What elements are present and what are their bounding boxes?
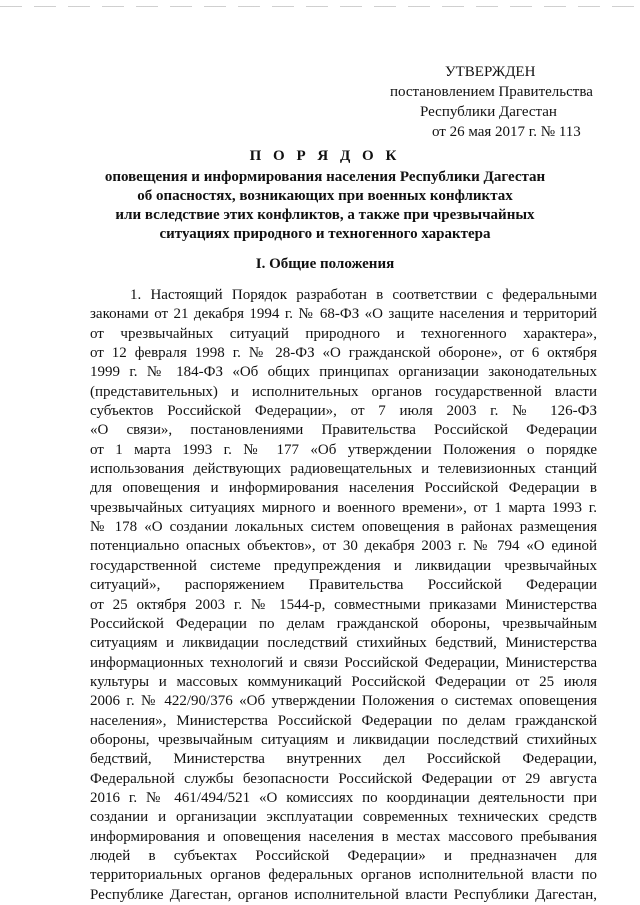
body-line: информирования и оповещения населения в местах массового пребывания (90, 828, 597, 845)
body-line: от 25 октября 2003 г. № 1544-р, совместными приказами Министерства (90, 596, 597, 613)
document-title (70, 147, 580, 244)
scan-edge-artifact (0, 6, 640, 7)
body-line: Российской Федерации по делам гражданской обороны, чрезвычайным (90, 615, 597, 632)
approval-line: УТВЕРЖДЕН (445, 64, 536, 80)
body-line: Республике Дагестан, органов исполнительной власти Республики Дагестан, (90, 886, 597, 903)
approval-line: постановлением Правительства (390, 84, 593, 100)
body-line: для оповещения и информирования населения Российской Федерации в (90, 480, 597, 497)
body-line: обороны, чрезвычайным ситуациям и ликвидации последствий стихийных (90, 731, 597, 748)
body-line: № 178 «О создании локальных систем оповещения в районах размещения (90, 519, 597, 536)
body-line: информационных технологий и связи Российской Федерации, Министерства (90, 654, 597, 671)
body-line: потенциально опасных объектов», от 30 декабря 2003 г. № 794 «О единой (90, 538, 597, 555)
title-line: ситуациях природного и техногенного характера (159, 226, 491, 242)
body-line: Федеральной службы безопасности Российской Федерации от 29 августа (90, 770, 597, 787)
body-line: использования действующих радиовещательных и телевизионных станций (90, 461, 597, 478)
body-line: 2006 г. № 422/90/376 «Об утверждении Положения о системах оповещения (90, 693, 597, 710)
section-heading: I. Общие положения (255, 256, 395, 272)
body-line: 1999 г. № 184-ФЗ «Об общих принципах организации законодательных (90, 364, 597, 381)
body-line: 1. Настоящий Порядок разработан в соответствии с федеральными (130, 287, 597, 303)
body-line: ситуаций», распоряжением Правительства Российской Федерации (90, 577, 597, 594)
body-line: территориальных органов федеральных органов исполнительной власти по (90, 867, 597, 884)
body-line: населения», Министерства Российской Федерации по делам гражданской (90, 712, 597, 729)
body-paragraph (90, 286, 597, 905)
body-line: создании и организации эксплуатации современных технических средств (90, 809, 597, 826)
approval-stamp (390, 62, 610, 142)
body-line: государственной системе предупреждения и ликвидации чрезвычайных (90, 557, 597, 574)
body-line: ситуациям и ликвидации последствий стихийных бедствий, Министерства (90, 635, 597, 652)
title-line: оповещения и информирования населения Республики Дагестан (104, 169, 546, 185)
approval-line: от 26 мая 2017 г. № 113 (432, 124, 581, 140)
body-line: культуры и массовых коммуникаций Российской Федерации от 25 июля (90, 673, 597, 690)
title-line: об опасностях, возникающих при военных конфликтах (137, 188, 513, 204)
body-line: (представительных) и исполнительных органов государственной власти (90, 383, 597, 400)
body-line: от 12 февраля 1998 г. № 28-ФЗ «О гражданской обороне», от 6 октября (90, 345, 597, 362)
body-line: законами от 21 декабря 1994 г. № 68-ФЗ «О защите населения и территорий (90, 306, 597, 323)
body-line: «О связи», постановлениями Правительства Российской Федерации (90, 422, 597, 439)
body-line: от чрезвычайных ситуаций природного и техногенного характера», (90, 325, 597, 342)
approval-line: Республики Дагестан (420, 104, 557, 120)
body-line: людей в субъектах Российской Федерации» и предназначен для (90, 847, 597, 864)
body-line: 2016 г. № 461/494/521 «О комиссиях по координации деятельности при (90, 789, 597, 806)
body-line: бедствий, Министерства внутренних дел Российской Федерации, (90, 751, 597, 768)
body-line: субъектов Российской Федерации», от 7 июля 2003 г. № 126-ФЗ (90, 403, 597, 420)
title-word: П О Р Я Д О К (249, 148, 401, 164)
body-line: чрезвычайных ситуациях мирного и военного времени», от 1 марта 1993 г. (90, 499, 597, 516)
body-line: от 1 марта 1993 г. № 177 «Об утверждении Положения о порядке (90, 441, 597, 458)
title-line: или вследствие этих конфликтов, а также при чрезвычайных (115, 207, 535, 223)
